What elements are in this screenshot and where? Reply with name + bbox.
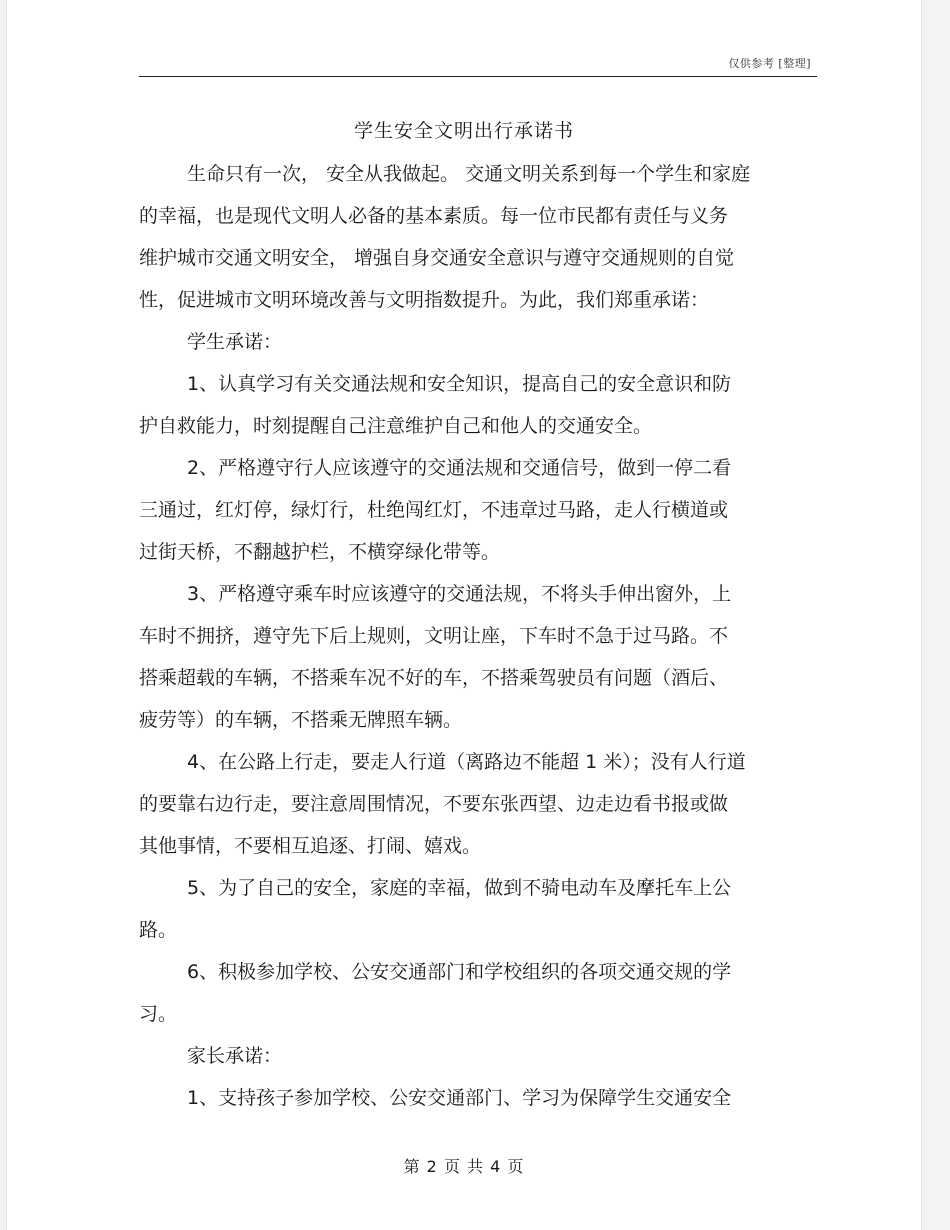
text-line: 车时不拥挤，遵守先下后上规则，文明让座，下车时不急于过马路。不 bbox=[139, 625, 729, 647]
text-line: 4、在公路上行走，要走人行道（离路边不能超 1 米）；没有人行道 bbox=[187, 751, 746, 773]
text-line: 护自救能力，时刻提醒自己注意维护自己和他人的交通安全。 bbox=[139, 415, 653, 437]
text-line: 1、认真学习有关交通法规和安全知识，提高自己的安全意识和防 bbox=[187, 373, 732, 395]
text-line: 三通过，红灯停，绿灯行，杜绝闯红灯，不违章过马路，走人行横道或 bbox=[139, 499, 729, 521]
text-line: 3、严格遵守乘车时应该遵守的交通法规，不将头手伸出窗外，上 bbox=[187, 583, 732, 605]
text-line: 2、严格遵守行人应该遵守的交通法规和交通信号，做到一停二看 bbox=[187, 457, 732, 479]
text-line: 路。 bbox=[139, 919, 178, 941]
text-line: 过街天桥，不翻越护栏，不横穿绿化带等。 bbox=[139, 541, 501, 563]
document-body bbox=[139, 153, 819, 1119]
text-line: 的幸福，也是现代文明人必备的基本素质。每一位市民都有责任与义务 bbox=[139, 205, 729, 227]
text-line: 疲劳等）的车辆，不搭乘无牌照车辆。 bbox=[139, 709, 463, 731]
text-line: 学生承诺： bbox=[187, 331, 283, 353]
text-line: 生命只有一次， 安全从我做起。 交通文明关系到每一个学生和家庭 bbox=[187, 163, 751, 185]
page-number: 第 2 页 共 4 页 bbox=[403, 1157, 525, 1176]
text-line: 其他事情，不要相互追逐、打闹、嬉戏。 bbox=[139, 835, 482, 857]
document-page bbox=[6, 0, 922, 1230]
header-note: 仅供参考 [整理] bbox=[728, 57, 811, 70]
text-line: 习。 bbox=[139, 1003, 178, 1025]
text-line: 维护城市交通文明安全， 增强自身交通安全意识与遵守交通规则的自觉 bbox=[139, 247, 735, 269]
document-title: 学生安全文明出行承诺书 bbox=[353, 120, 574, 142]
text-line: 家长承诺： bbox=[187, 1045, 283, 1067]
header-divider bbox=[139, 76, 817, 77]
text-line: 5、为了自己的安全，家庭的幸福，做到不骑电动车及摩托车上公 bbox=[187, 877, 732, 899]
text-line: 搭乘超载的车辆，不搭乘车况不好的车，不搭乘驾驶员有问题（酒后、 bbox=[139, 667, 729, 689]
text-line: 1、支持孩子参加学校、公安交通部门、学习为保障学生交通安全 bbox=[187, 1087, 732, 1109]
text-line: 性，促进城市文明环境改善与文明指数提升。为此，我们郑重承诺： bbox=[139, 289, 710, 311]
text-line: 6、积极参加学校、公安交通部门和学校组织的各项交通交规的学 bbox=[187, 961, 732, 983]
text-line: 的要靠右边行走，要注意周围情况，不要东张西望、边走边看书报或做 bbox=[139, 793, 729, 815]
